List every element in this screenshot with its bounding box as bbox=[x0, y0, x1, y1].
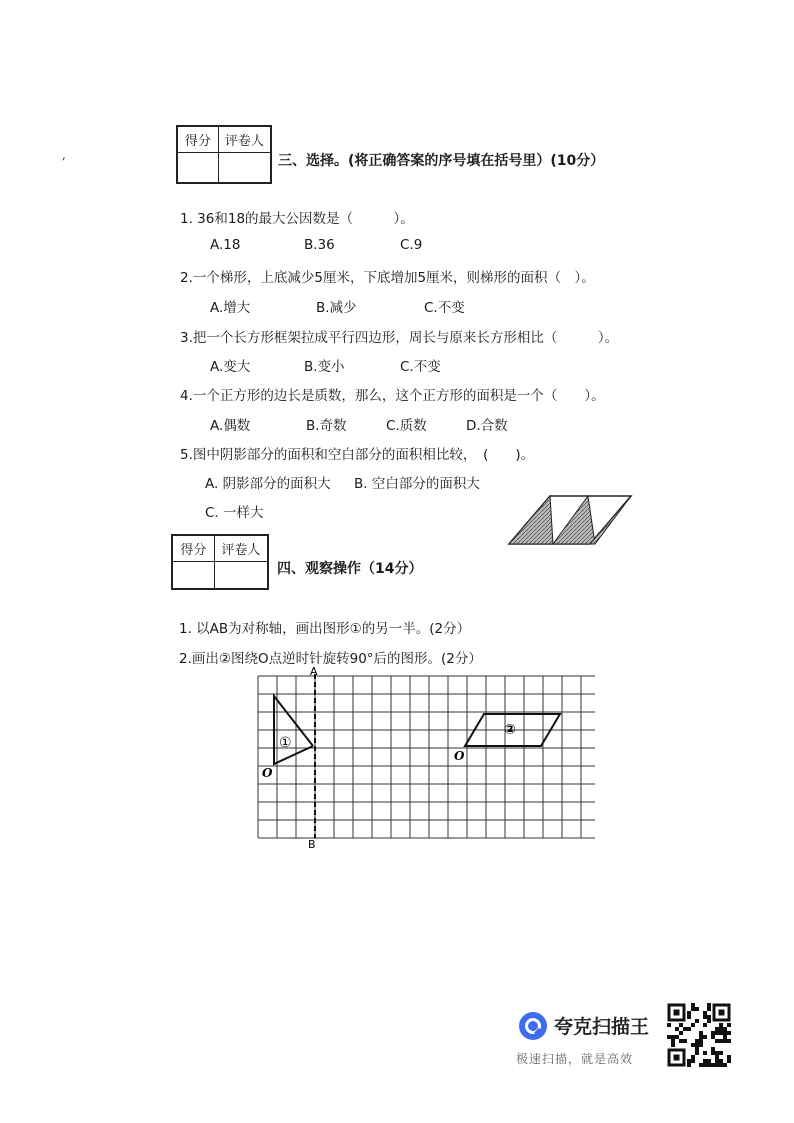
q5-option-c: C. 一样大 bbox=[205, 505, 264, 521]
qr-cell bbox=[727, 1023, 731, 1027]
qr-cell bbox=[703, 1015, 707, 1019]
stray-mark: , bbox=[62, 148, 66, 162]
score-cell bbox=[178, 153, 219, 182]
qr-cell bbox=[679, 1031, 683, 1035]
qr-cell bbox=[687, 1059, 691, 1063]
q5-option-a: A. 阴影部分的面积大 bbox=[205, 476, 331, 492]
qr-cell bbox=[691, 1055, 695, 1059]
qr-cell bbox=[675, 1035, 679, 1039]
shape-2-label: ② bbox=[504, 722, 516, 738]
grader-label: 评卷人 bbox=[219, 127, 270, 153]
q3-option-a: A.变大 bbox=[210, 359, 251, 375]
qr-cell bbox=[727, 1055, 731, 1059]
qr-cell bbox=[723, 1027, 727, 1031]
qr-cell bbox=[691, 1023, 695, 1027]
grader-cell bbox=[215, 562, 267, 588]
qr-cell bbox=[699, 1039, 703, 1043]
qr-cell bbox=[727, 1059, 731, 1063]
qr-cell bbox=[727, 1039, 731, 1043]
qr-cell bbox=[695, 1007, 699, 1011]
qr-cell bbox=[699, 1035, 703, 1039]
qr-cell bbox=[687, 1015, 691, 1019]
brand-slogan: 极速扫描，就是高效 bbox=[516, 1052, 634, 1066]
qr-cell bbox=[671, 1039, 675, 1043]
qr-cell bbox=[695, 1019, 699, 1023]
qr-cell bbox=[723, 1063, 727, 1067]
grid-figure bbox=[255, 666, 595, 850]
qr-cell bbox=[707, 1019, 711, 1023]
q1-option-a: A.18 bbox=[210, 237, 241, 253]
qr-cell bbox=[691, 1059, 695, 1063]
qr-cell bbox=[699, 1031, 703, 1035]
score-box-section4 bbox=[171, 534, 269, 590]
score-label: 得分 bbox=[178, 127, 219, 153]
q1-option-c: C.9 bbox=[400, 237, 423, 253]
qr-cell bbox=[703, 1059, 707, 1063]
qr-cell bbox=[715, 1055, 719, 1059]
q4-option-b: B.奇数 bbox=[306, 418, 347, 434]
q5-option-b: B. 空白部分的面积大 bbox=[354, 476, 480, 492]
q2-option-b: B.减少 bbox=[316, 300, 357, 316]
qr-cell bbox=[687, 1027, 691, 1031]
grader-cell bbox=[219, 153, 270, 182]
qr-cell bbox=[691, 1007, 695, 1011]
qr-cell bbox=[711, 1035, 715, 1039]
question-2: 2.一个梯形，上底减少5厘米，下底增加5厘米，则梯形的面积（ ）。 bbox=[180, 270, 595, 286]
qr-cell bbox=[719, 1023, 723, 1027]
qr-cell bbox=[707, 1007, 711, 1011]
qr-cell bbox=[719, 1027, 723, 1031]
qr-cell bbox=[667, 1035, 671, 1039]
qr-cell bbox=[715, 1051, 719, 1055]
grader-label: 评卷人 bbox=[215, 536, 267, 562]
q1-option-b: B.36 bbox=[304, 237, 335, 253]
q4-option-d: D.合数 bbox=[466, 418, 508, 434]
qr-cell bbox=[691, 1043, 695, 1047]
qr-cell bbox=[723, 1035, 727, 1039]
qr-cell bbox=[699, 1063, 703, 1067]
qr-cell bbox=[703, 1063, 707, 1067]
question-5: 5.图中阴影部分的面积和空白部分的面积相比较， ( )。 bbox=[180, 447, 535, 463]
qr-cell bbox=[703, 1023, 707, 1027]
score-label: 得分 bbox=[173, 536, 215, 562]
q3-option-c: C.不变 bbox=[400, 359, 441, 375]
qr-cell bbox=[707, 1059, 711, 1063]
qr-cell bbox=[711, 1063, 715, 1067]
qr-cell bbox=[703, 1035, 707, 1039]
brand-name: 夸克扫描王 bbox=[554, 1016, 650, 1038]
qr-cell bbox=[707, 1063, 711, 1067]
qr-cell bbox=[719, 1039, 723, 1043]
qr-cell bbox=[727, 1031, 731, 1035]
qr-cell bbox=[715, 1031, 719, 1035]
label-a: A bbox=[310, 666, 318, 678]
score-cell bbox=[173, 562, 215, 588]
qr-cell bbox=[687, 1011, 691, 1015]
qr-cell bbox=[691, 1003, 695, 1007]
qr-cell bbox=[683, 1039, 687, 1043]
qr-cell bbox=[711, 1047, 715, 1051]
qr-cell bbox=[671, 1035, 675, 1039]
qr-cell bbox=[723, 1031, 727, 1035]
question-1: 1. 36和18的最大公因数是（ ）。 bbox=[180, 211, 414, 227]
qr-cell bbox=[719, 1059, 723, 1063]
qr-cell bbox=[715, 1063, 719, 1067]
qr-cell bbox=[719, 1051, 723, 1055]
qr-cell bbox=[695, 1043, 699, 1047]
qr-cell bbox=[671, 1043, 675, 1047]
quark-logo-icon bbox=[516, 1010, 550, 1042]
label-o-left: O bbox=[262, 766, 273, 780]
qr-cell bbox=[715, 1059, 719, 1063]
label-b: B bbox=[308, 838, 316, 850]
observe-question-2: 2.画出②图绕O点逆时针旋转90°后的图形。(2分） bbox=[179, 651, 482, 667]
score-box-section3 bbox=[176, 125, 272, 184]
question-3: 3.把一个长方形框架拉成平行四边形，周长与原来长方形相比（ ）。 bbox=[180, 330, 619, 346]
label-o-right: O bbox=[454, 749, 465, 763]
qr-cell bbox=[699, 1043, 703, 1047]
q4-option-c: C.质数 bbox=[386, 418, 427, 434]
qr-cell bbox=[703, 1011, 707, 1015]
qr-cell bbox=[707, 1003, 711, 1007]
qr-cell bbox=[695, 1047, 699, 1051]
qr-cell bbox=[719, 1063, 723, 1067]
grid-lines bbox=[258, 676, 595, 838]
qr-cell bbox=[683, 1027, 687, 1031]
qr-cell bbox=[679, 1039, 683, 1043]
qr-cell bbox=[695, 1039, 699, 1043]
observe-question-1: 1. 以AB为对称轴，画出图形①的另一半。(2分） bbox=[179, 621, 471, 637]
qr-cell bbox=[711, 1031, 715, 1035]
qr-cell bbox=[667, 1023, 671, 1027]
qr-code-icon bbox=[667, 1003, 731, 1067]
qr-cell bbox=[715, 1039, 719, 1043]
qr-cell bbox=[695, 1051, 699, 1055]
q4-option-a: A.偶数 bbox=[210, 418, 251, 434]
qr-cell bbox=[715, 1027, 719, 1031]
shape-1-label: ① bbox=[279, 735, 292, 751]
q2-option-a: A.增大 bbox=[210, 300, 251, 316]
section3-title: 三、选择。(将正确答案的序号填在括号里）(10分） bbox=[278, 153, 605, 169]
section4-title: 四、观察操作（14分） bbox=[277, 561, 423, 577]
qr-cell bbox=[711, 1051, 715, 1055]
question-4: 4.一个正方形的边长是质数，那么，这个正方形的面积是一个（ ）。 bbox=[180, 388, 605, 404]
qr-cell bbox=[687, 1063, 691, 1067]
qr-cell bbox=[679, 1023, 683, 1027]
qr-cell bbox=[723, 1039, 727, 1043]
q2-option-c: C.不变 bbox=[424, 300, 465, 316]
qr-cell bbox=[707, 1015, 711, 1019]
qr-cell bbox=[675, 1027, 679, 1031]
qr-cell bbox=[719, 1031, 723, 1035]
shaded-triangle-1 bbox=[509, 496, 553, 544]
shaded-triangles-figure bbox=[505, 492, 635, 548]
qr-cell bbox=[703, 1051, 707, 1055]
q3-option-b: B.变小 bbox=[304, 359, 345, 375]
